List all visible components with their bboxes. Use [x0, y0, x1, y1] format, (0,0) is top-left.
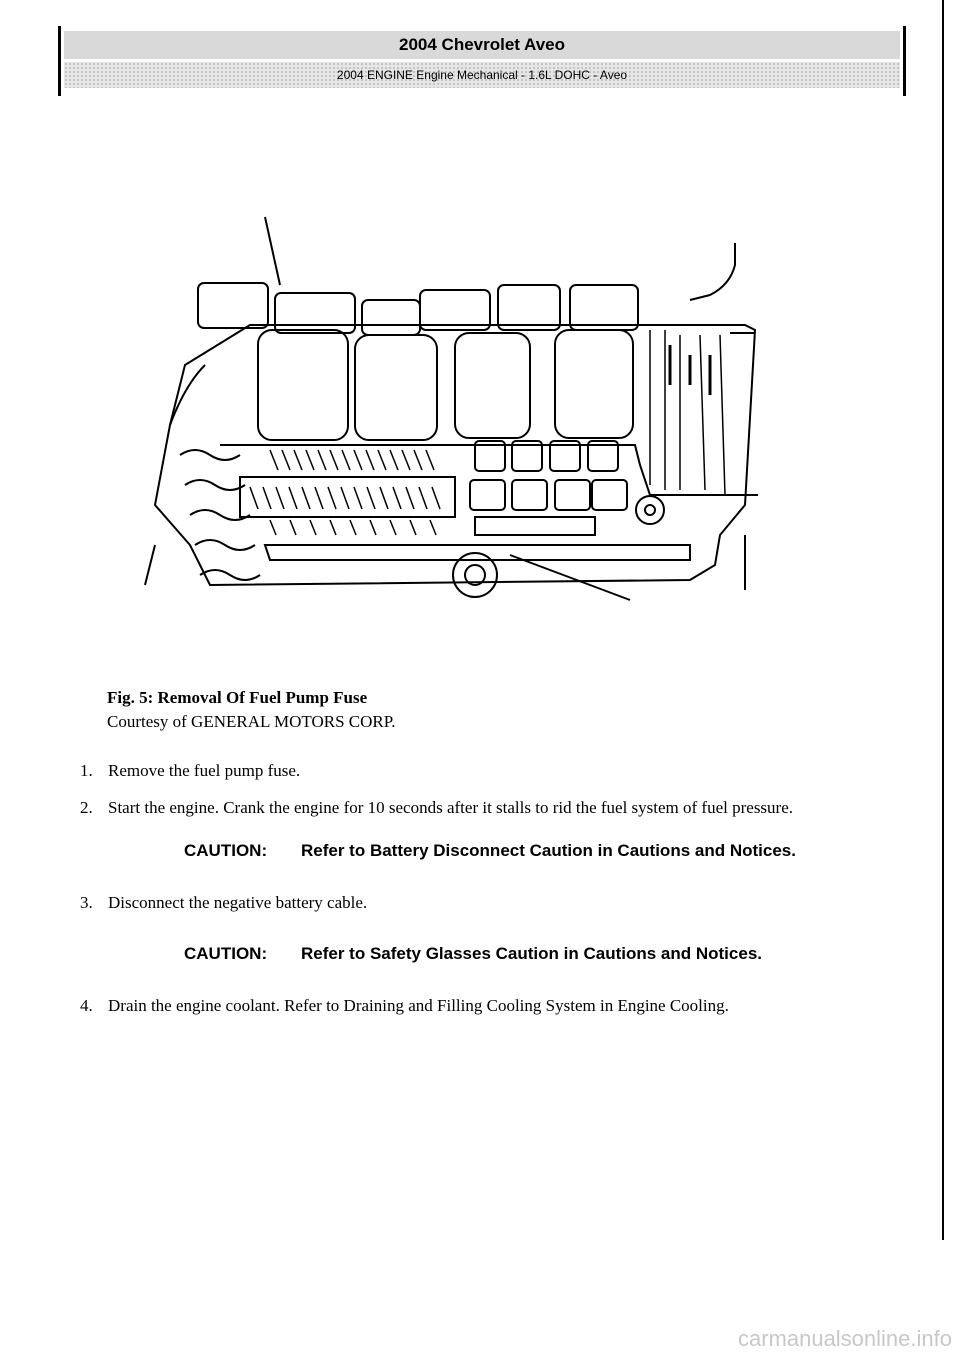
header-border-left [58, 26, 61, 96]
step-number: 1. [80, 761, 93, 780]
caution-label: CAUTION: [184, 944, 268, 963]
document-subtitle: 2004 ENGINE Engine Mechanical - 1.6L DOHC - Aveo [64, 62, 900, 88]
step-text: Drain the engine coolant. Refer to Draining and Filling Cooling System in Engine Cooling. [108, 996, 729, 1015]
step-2 [80, 795, 900, 820]
figure-caption-title: Fig. 5: Removal Of Fuel Pump Fuse [107, 688, 368, 707]
fuse-box-illustration [130, 205, 760, 610]
caution-text: Refer to Battery Disconnect Caution in Cautions and Notices. [301, 841, 796, 860]
step-3 [80, 890, 900, 915]
site-watermark: carmanualsonline.info [737, 1326, 952, 1351]
caution-label: CAUTION: [184, 841, 268, 860]
step-text: Remove the fuel pump fuse. [108, 761, 301, 780]
step-text: Start the engine. Crank the engine for 10 seconds after it stalls to rid the fuel system of fuel pressure. [108, 798, 794, 817]
document-title: 2004 Chevrolet Aveo [64, 31, 900, 59]
step-number: 3. [80, 893, 93, 912]
caution-battery [184, 838, 960, 864]
figure-caption-credit: Courtesy of GENERAL MOTORS CORP. [107, 712, 396, 731]
step-text: Disconnect the negative battery cable. [108, 893, 368, 912]
step-number: 2. [80, 798, 93, 817]
step-1 [80, 758, 900, 783]
page-border-right [942, 0, 944, 1240]
header-border-right [903, 26, 906, 96]
caution-text: Refer to Safety Glasses Caution in Cautions and Notices. [301, 944, 762, 963]
procedure-steps [80, 758, 900, 1018]
page-header [58, 26, 906, 96]
step-4 [80, 993, 900, 1018]
caution-safety-glasses [184, 941, 960, 967]
step-number: 4. [80, 996, 93, 1015]
figure-caption [107, 686, 396, 734]
